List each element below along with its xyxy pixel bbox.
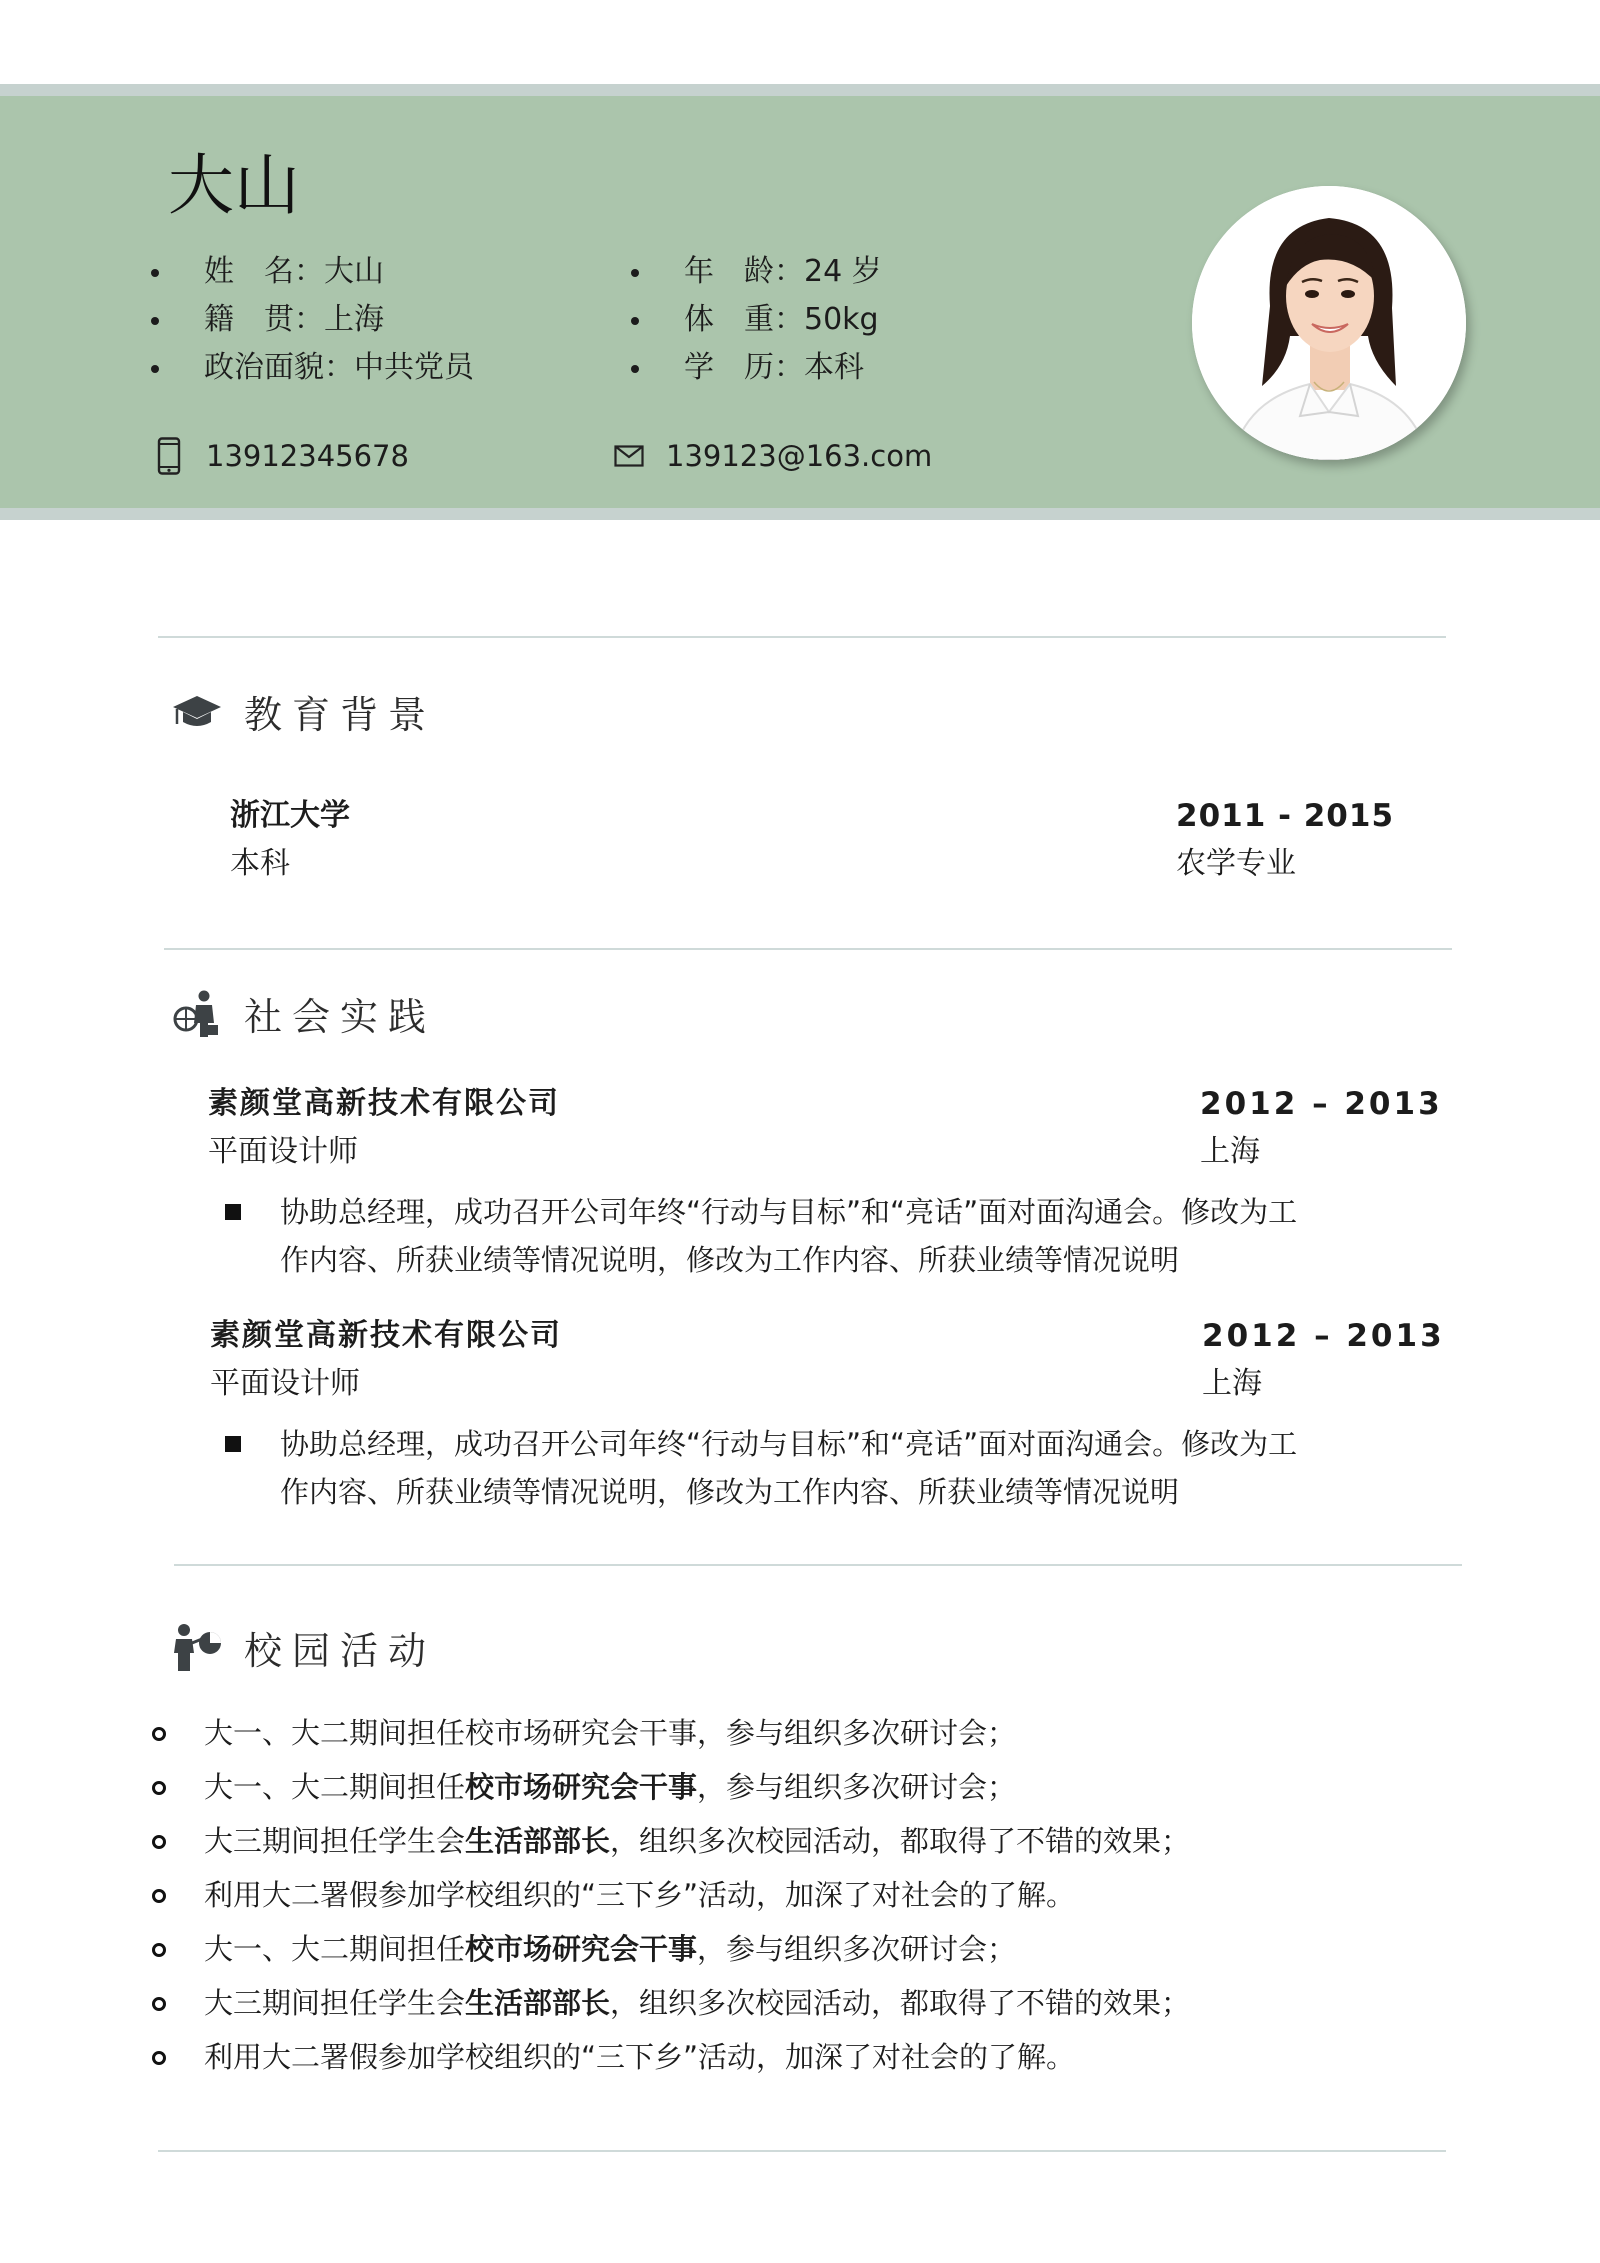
job-location: 上海: [1200, 1134, 1260, 1169]
major: 农学专业: [1176, 846, 1296, 881]
square-bullet: [225, 1204, 241, 1220]
item-bold-text: 生活部部长: [465, 1824, 611, 1858]
square-bullet: [225, 1436, 241, 1452]
job-role: 平面设计师: [208, 1134, 358, 1169]
company-name: 素颜堂高新技术有限公司: [210, 1318, 562, 1353]
info-text: 籍 贯：上海: [204, 302, 384, 337]
job-role: 平面设计师: [210, 1366, 360, 1401]
ring-bullet: [152, 1727, 166, 1741]
profile-photo: [1192, 186, 1466, 460]
info-item: [684, 296, 882, 344]
item-text: 大一、大二期间担任: [204, 1932, 466, 1966]
item-text: 大三期间担任学生会: [204, 1824, 466, 1858]
person-name: 大山: [168, 147, 300, 224]
item-bold-text: 校市场研究会干事: [465, 1770, 698, 1804]
info-item: [684, 344, 882, 392]
company-name: 素颜堂高新技术有限公司: [208, 1086, 560, 1121]
list-item: [204, 1922, 1190, 1976]
info-text: 政治面貌：中共党员: [204, 350, 474, 385]
ring-bullet: [152, 1889, 166, 1903]
degree: 本科: [230, 846, 290, 881]
item-text: ，参与组织多次研讨会；: [697, 1932, 1017, 1966]
list-item: [204, 1760, 1190, 1814]
basic-info-left: [204, 248, 474, 392]
divider: [174, 1564, 1462, 1566]
practice-years: 2012 – 2013: [1200, 1086, 1443, 1122]
item-text: 利用大二署假参加学校组织的“三下乡”活动，加深了对社会的了解。: [204, 1878, 1076, 1912]
item-bold-text: 生活部部长: [465, 1986, 611, 2020]
item-text: ，参与组织多次研讨会；: [697, 1770, 1017, 1804]
header-bottom-strip: [0, 508, 1600, 520]
job-description: 协助总经理，成功召开公司年终“行动与目标”和“亮话”面对面沟通会。修改为工作内容、所获业绩等情况说明，修改为工作内容、所获业绩等情况说明: [280, 1427, 1298, 1509]
job-description: 协助总经理，成功召开公司年终“行动与目标”和“亮话”面对面沟通会。修改为工作内容、所获业绩等情况说明，修改为工作内容、所获业绩等情况说明: [280, 1195, 1298, 1277]
bullet-dot: [151, 365, 159, 373]
item-bold-text: 校市场研究会干事: [465, 1932, 698, 1966]
phone-number: 13912345678: [206, 439, 409, 473]
info-text: 年 龄：24 岁: [684, 254, 882, 289]
bullet-dot: [151, 269, 159, 277]
info-item: [204, 296, 474, 344]
list-item: [204, 1706, 1190, 1760]
practice-section-title: [170, 986, 436, 1041]
school-name: 浙江大学: [230, 798, 350, 833]
item-text: ，组织多次校园活动，都取得了不错的效果；: [610, 1824, 1191, 1858]
section-heading: 社会实践: [244, 995, 437, 1039]
campus-activity-list: [204, 1706, 1190, 2084]
header-top-strip: [0, 84, 1600, 96]
info-text: 学 历：本科: [684, 350, 864, 385]
basic-info-right: [684, 248, 882, 392]
presenter-icon: [170, 1621, 224, 1675]
ring-bullet: [152, 1835, 166, 1849]
item-text: ，组织多次校园活动，都取得了不错的效果；: [610, 1986, 1191, 2020]
info-item: [204, 344, 474, 392]
ring-bullet: [152, 2051, 166, 2065]
campus-section-title: [170, 1620, 436, 1675]
practice-years: 2012 – 2013: [1202, 1318, 1445, 1354]
info-text: 姓 名：大山: [204, 254, 384, 289]
job-location: 上海: [1202, 1366, 1262, 1401]
bullet-dot: [151, 317, 159, 325]
bullet-dot: [631, 317, 639, 325]
item-text: 利用大二署假参加学校组织的“三下乡”活动，加深了对社会的了解。: [204, 2040, 1076, 2074]
list-item: [204, 1814, 1190, 1868]
info-text: 体 重：50kg: [684, 302, 879, 337]
list-item: [204, 1868, 1190, 1922]
business-people-icon: [170, 987, 224, 1041]
divider: [158, 636, 1446, 638]
section-heading: 校园活动: [244, 1629, 437, 1673]
graduation-cap-icon: [170, 685, 224, 739]
bullet-dot: [631, 269, 639, 277]
info-item: [204, 248, 474, 296]
email-contact: [612, 436, 932, 476]
ring-bullet: [152, 1943, 166, 1957]
list-item: [204, 1976, 1190, 2030]
info-item: [684, 248, 882, 296]
bullet-dot: [631, 365, 639, 373]
education-years: 2011 - 2015: [1176, 798, 1395, 834]
divider: [164, 948, 1452, 950]
ring-bullet: [152, 1997, 166, 2011]
item-text: 大一、大二期间担任: [204, 1770, 466, 1804]
education-section-title: [170, 684, 436, 739]
phone-contact: [152, 436, 409, 476]
item-text: 大一、大二期间担任校市场研究会干事，参与组织多次研讨会；: [204, 1716, 1017, 1750]
phone-icon: [152, 436, 186, 476]
email-address: 139123@163.com: [666, 439, 933, 473]
ring-bullet: [152, 1781, 166, 1795]
item-text: 大三期间担任学生会: [204, 1986, 466, 2020]
section-heading: 教育背景: [244, 693, 437, 737]
divider: [158, 2150, 1446, 2152]
mail-icon: [612, 436, 646, 476]
list-item: [204, 2030, 1190, 2084]
